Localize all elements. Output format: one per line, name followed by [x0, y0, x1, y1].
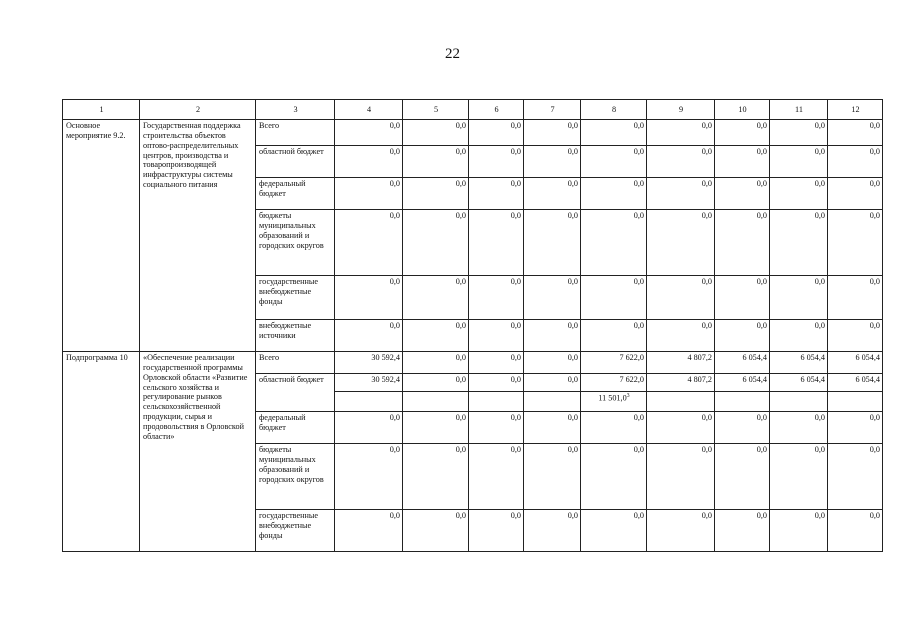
funding-source: государственные внебюджетные фонды: [256, 276, 335, 320]
value-cell: 0,0: [469, 320, 524, 352]
value-cell: 0,0: [524, 412, 581, 444]
value-cell: 0,0: [335, 146, 403, 178]
footnote-mark: 3: [626, 393, 630, 399]
value-cell: 0,0: [469, 352, 524, 374]
empty-cell: [524, 392, 581, 412]
funding-source: Всего: [256, 352, 335, 374]
value-cell: 0,0: [335, 120, 403, 146]
value-cell: 0,0: [828, 510, 883, 552]
header-row: [63, 100, 883, 120]
value-cell: 0,0: [403, 276, 469, 320]
block-description: «Обеспечение реализации государственной программы Орловской области «Развитие сельского хозяйства и регулирование рынков сельскохозяйственной продукции, сырья и продовольствия в Орловской области»: [140, 352, 256, 552]
value-cell: 0,0: [770, 178, 828, 210]
value-cell: 0,0: [647, 276, 715, 320]
header-cell: 3: [256, 100, 335, 120]
value-cell: 0,0: [770, 146, 828, 178]
value-cell: 0,0: [335, 210, 403, 276]
value-cell: 0,0: [469, 146, 524, 178]
value-cell: 0,0: [403, 320, 469, 352]
value-cell: 0,0: [403, 352, 469, 374]
value-cell: 0,0: [770, 444, 828, 510]
value-cell: 0,0: [581, 178, 647, 210]
value-cell: 0,0: [469, 276, 524, 320]
value-cell: 7 622,0: [581, 352, 647, 374]
value-cell: 0,0: [828, 178, 883, 210]
additional-value-cell: [581, 392, 647, 412]
value-cell: 0,0: [524, 146, 581, 178]
value-cell: 0,0: [828, 210, 883, 276]
value-cell: 30 592,4: [335, 352, 403, 374]
value-cell: 0,0: [581, 146, 647, 178]
funding-source: государственные внебюджетные фонды: [256, 510, 335, 552]
header-cell: 5: [403, 100, 469, 120]
header-cell: 6: [469, 100, 524, 120]
value-cell: 0,0: [581, 412, 647, 444]
value-cell: 0,0: [715, 146, 770, 178]
value-cell: 0,0: [770, 412, 828, 444]
value-cell: 30 592,4: [335, 374, 403, 392]
value-cell: 0,0: [524, 320, 581, 352]
value-cell: 0,0: [715, 120, 770, 146]
value-cell: 0,0: [647, 444, 715, 510]
value-cell: 0,0: [335, 510, 403, 552]
value-cell: 6 054,4: [715, 352, 770, 374]
value-cell: 0,0: [403, 210, 469, 276]
value-cell: 0,0: [770, 320, 828, 352]
value-cell: 0,0: [647, 320, 715, 352]
value-cell: 0,0: [524, 374, 581, 392]
block-description: Государственная поддержка строительства объектов оптово-распределительных центров, производства и товаропроизводящей инфраструктуры системы социального питания: [140, 120, 256, 352]
header-cell: 9: [647, 100, 715, 120]
value-cell: 0,0: [469, 120, 524, 146]
funding-source: областной бюджет: [256, 146, 335, 178]
value-cell: 0,0: [335, 276, 403, 320]
value-cell: 0,0: [335, 444, 403, 510]
value-cell: 0,0: [715, 320, 770, 352]
value-cell: 0,0: [469, 374, 524, 392]
value-cell: 0,0: [647, 120, 715, 146]
value-cell: 0,0: [715, 210, 770, 276]
funding-source: бюджеты муниципальных образований и городских округов: [256, 210, 335, 276]
value-cell: 0,0: [469, 178, 524, 210]
budget-table: [62, 99, 883, 552]
funding-source: бюджеты муниципальных образований и городских округов: [256, 444, 335, 510]
empty-cell: [403, 392, 469, 412]
value-cell: 0,0: [524, 444, 581, 510]
value-cell: 0,0: [524, 178, 581, 210]
value-cell: 6 054,4: [770, 352, 828, 374]
value-cell: 0,0: [524, 510, 581, 552]
value-cell: 0,0: [647, 510, 715, 552]
value-cell: 0,0: [581, 320, 647, 352]
empty-cell: [469, 392, 524, 412]
value-cell: 0,0: [403, 444, 469, 510]
value-cell: 4 807,2: [647, 352, 715, 374]
funding-source: областной бюджет: [256, 374, 335, 412]
table-row: [63, 120, 883, 146]
value-cell: 0,0: [581, 510, 647, 552]
empty-cell: [335, 392, 403, 412]
funding-source: Всего: [256, 120, 335, 146]
header-cell: 11: [770, 100, 828, 120]
empty-cell: [647, 392, 715, 412]
value-cell: 0,0: [469, 412, 524, 444]
value-cell: 0,0: [828, 444, 883, 510]
value-cell: 0,0: [335, 320, 403, 352]
header-cell: 4: [335, 100, 403, 120]
block-title: Основное мероприятие 9.2.: [63, 120, 140, 352]
value-cell: 0,0: [828, 412, 883, 444]
header-cell: 2: [140, 100, 256, 120]
value-cell: 0,0: [581, 444, 647, 510]
value-cell: 0,0: [581, 120, 647, 146]
value-cell: 6 054,4: [828, 352, 883, 374]
value-cell: 0,0: [715, 510, 770, 552]
value-cell: 4 807,2: [647, 374, 715, 392]
additional-value: 11 501,0: [598, 393, 627, 403]
header-cell: 12: [828, 100, 883, 120]
value-cell: 0,0: [581, 210, 647, 276]
header-cell: 8: [581, 100, 647, 120]
value-cell: 0,0: [828, 146, 883, 178]
value-cell: 0,0: [715, 444, 770, 510]
value-cell: 0,0: [469, 444, 524, 510]
value-cell: 0,0: [469, 210, 524, 276]
value-cell: 6 054,4: [828, 374, 883, 392]
value-cell: 0,0: [524, 120, 581, 146]
value-cell: 0,0: [828, 320, 883, 352]
value-cell: 6 054,4: [770, 374, 828, 392]
table-row: [63, 352, 883, 374]
value-cell: 0,0: [524, 210, 581, 276]
header-cell: 10: [715, 100, 770, 120]
value-cell: 0,0: [647, 178, 715, 210]
value-cell: 0,0: [403, 412, 469, 444]
empty-cell: [770, 392, 828, 412]
value-cell: 0,0: [335, 178, 403, 210]
value-cell: 0,0: [581, 276, 647, 320]
value-cell: 0,0: [828, 276, 883, 320]
value-cell: 0,0: [715, 178, 770, 210]
value-cell: 0,0: [469, 510, 524, 552]
funding-source: федеральный бюджет: [256, 412, 335, 444]
value-cell: 0,0: [647, 412, 715, 444]
value-cell: 0,0: [403, 178, 469, 210]
value-cell: 0,0: [715, 276, 770, 320]
value-cell: 0,0: [770, 510, 828, 552]
value-cell: 0,0: [403, 510, 469, 552]
value-cell: 0,0: [403, 120, 469, 146]
funding-source: внебюджетные источники: [256, 320, 335, 352]
funding-source: федеральный бюджет: [256, 178, 335, 210]
value-cell: 6 054,4: [715, 374, 770, 392]
value-cell: 0,0: [524, 276, 581, 320]
header-cell: 1: [63, 100, 140, 120]
empty-cell: [715, 392, 770, 412]
value-cell: 0,0: [647, 210, 715, 276]
value-cell: 0,0: [524, 352, 581, 374]
value-cell: 0,0: [715, 412, 770, 444]
value-cell: 7 622,0: [581, 374, 647, 392]
value-cell: 0,0: [403, 146, 469, 178]
block-title: Подпрограмма 10: [63, 352, 140, 552]
value-cell: 0,0: [335, 412, 403, 444]
value-cell: 0,0: [770, 210, 828, 276]
value-cell: 0,0: [403, 374, 469, 392]
page-number: 22: [445, 46, 460, 62]
value-cell: 0,0: [770, 276, 828, 320]
header-cell: 7: [524, 100, 581, 120]
value-cell: 0,0: [828, 120, 883, 146]
empty-cell: [828, 392, 883, 412]
value-cell: 0,0: [770, 120, 828, 146]
value-cell: 0,0: [647, 146, 715, 178]
